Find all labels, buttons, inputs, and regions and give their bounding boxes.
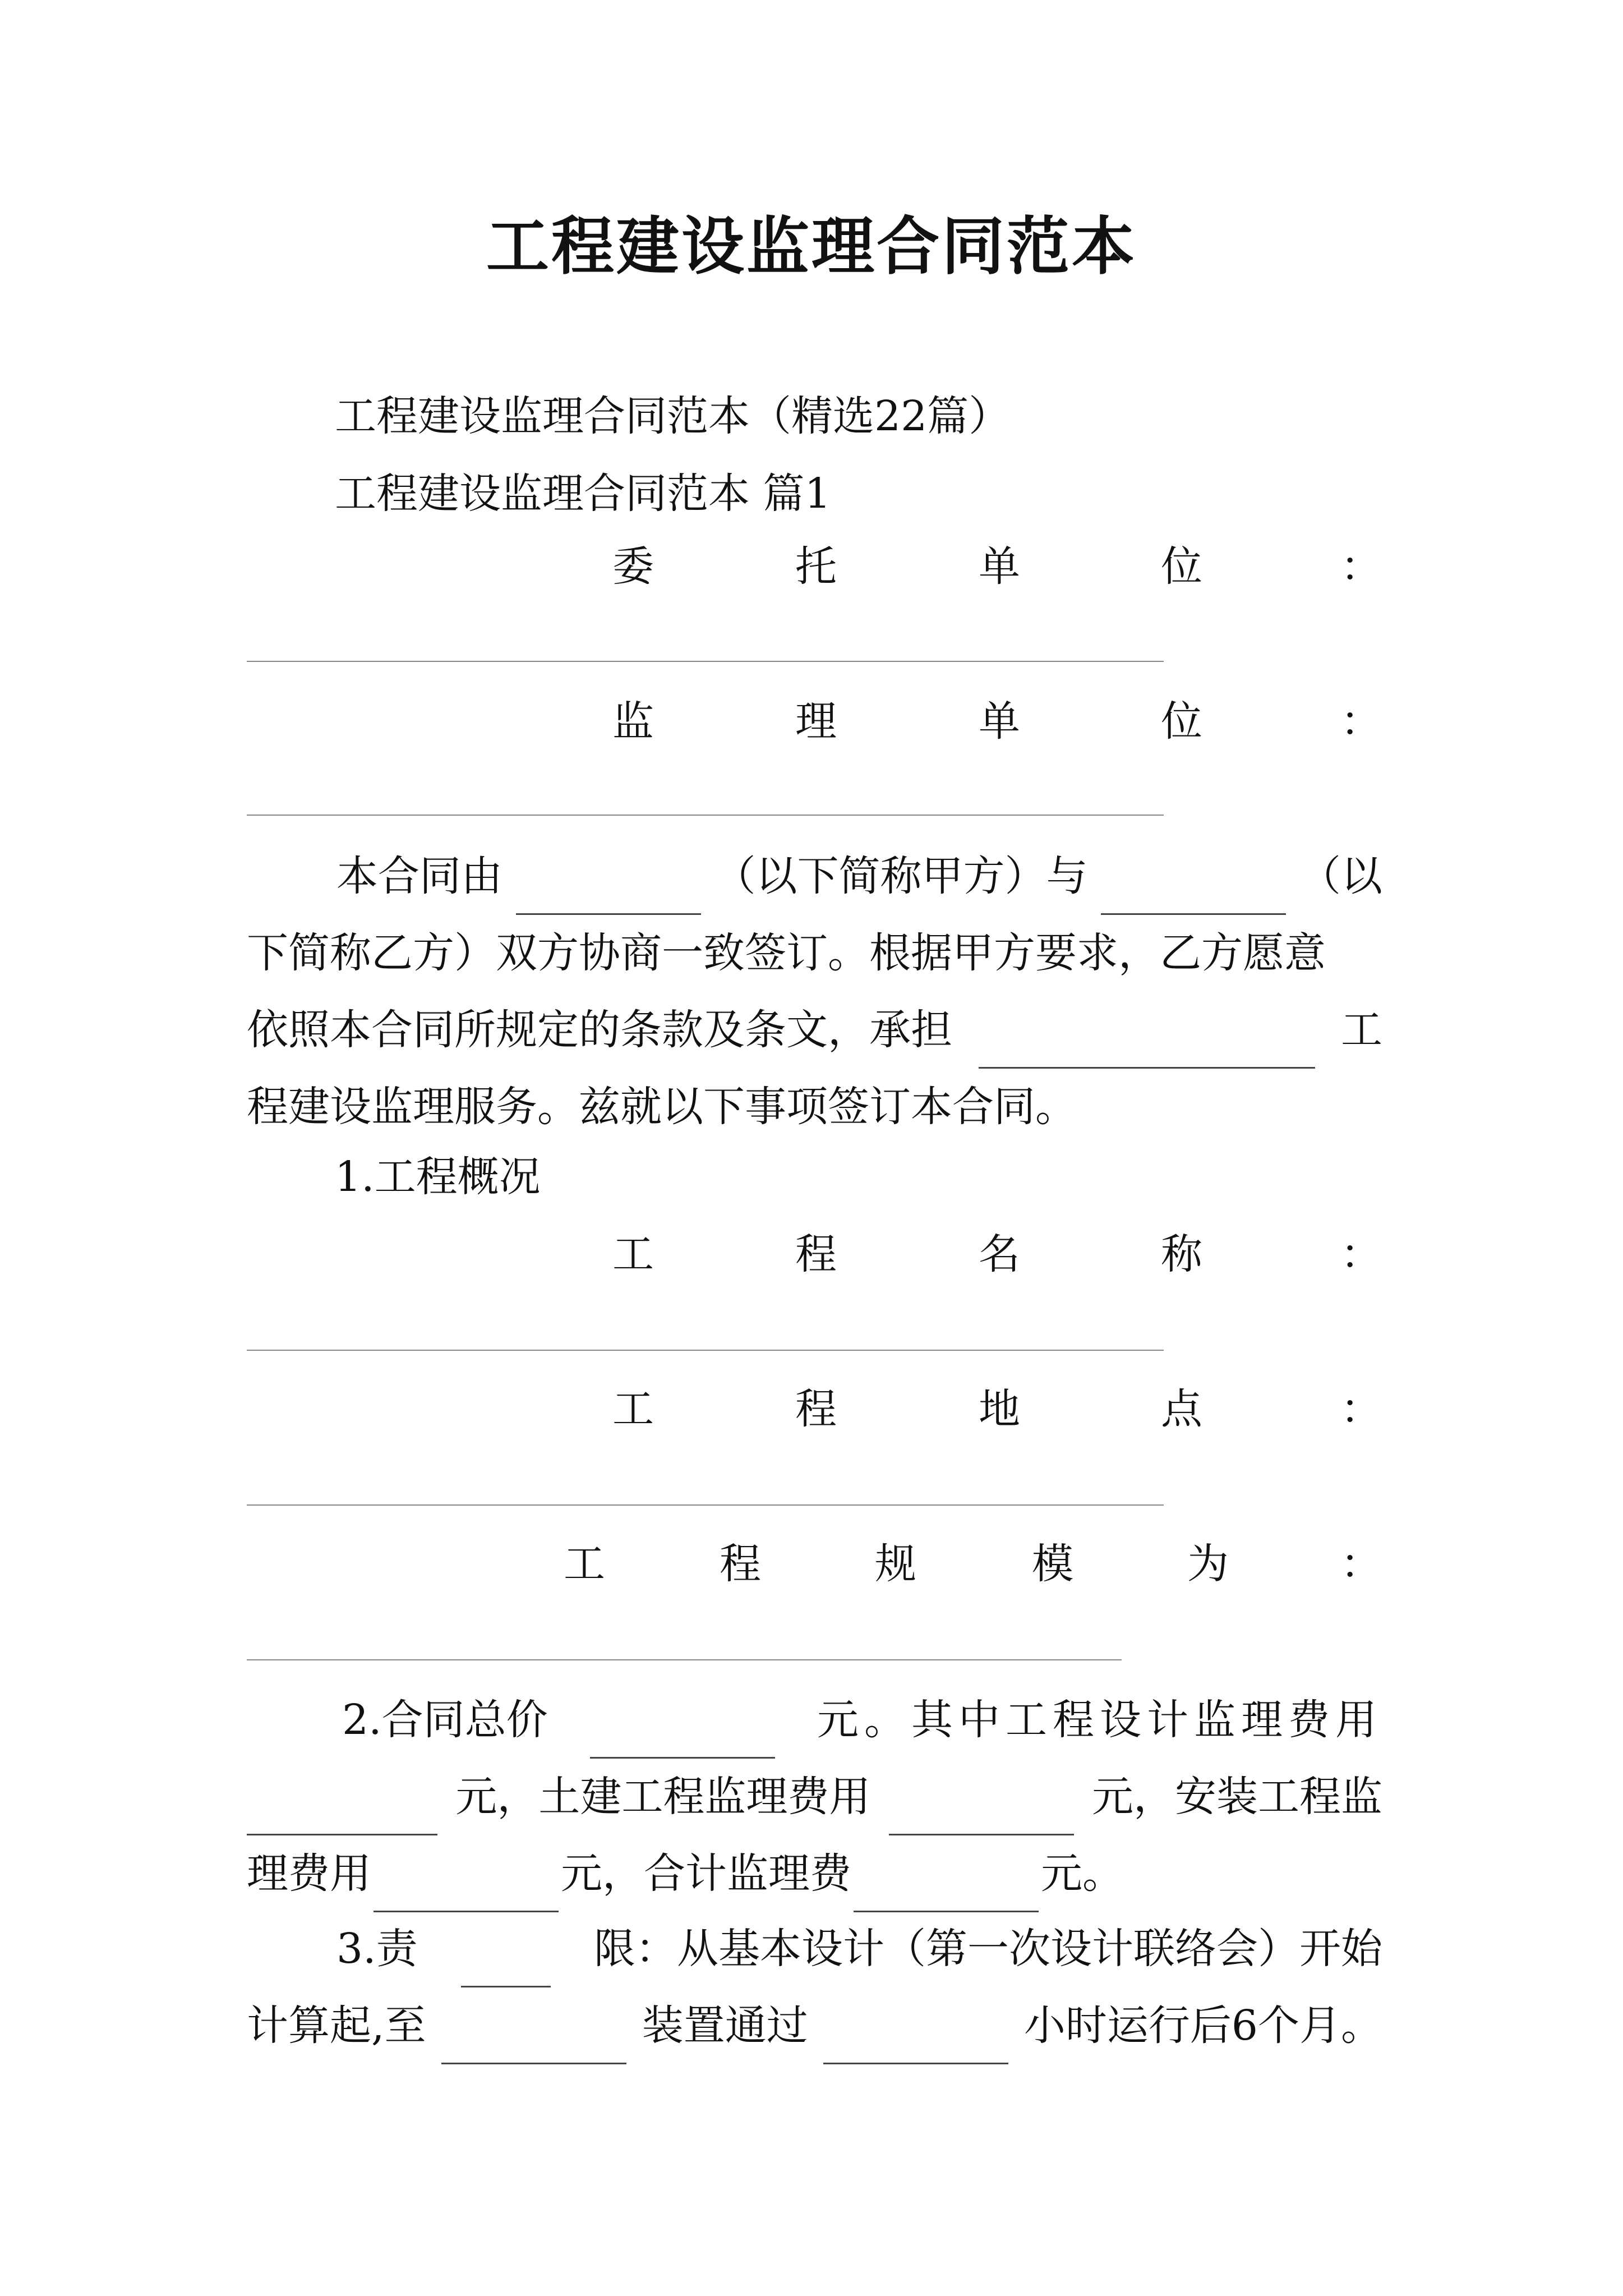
party-b-blank[interactable] [1101, 874, 1286, 915]
paragraph-line: 计算起,至 装置通过 小时运行后6个月。 [247, 1987, 1382, 2064]
field-client-blank[interactable] [247, 661, 1164, 662]
field-project-location-label: 工 程 地 点 ： [612, 1385, 1382, 1433]
paragraph-line: 2.合同总价 元。其中工程设计监理费用 [247, 1682, 1382, 1759]
paragraph-line: 依照本合同所规定的条款及条文，承担 工 [247, 992, 1382, 1069]
paragraph-line: 本合同由 （以下简称甲方）与 （以 [247, 838, 1382, 915]
item3-paragraph [247, 1911, 1382, 2064]
party-a-blank[interactable] [516, 874, 701, 915]
total-price-blank[interactable] [590, 1718, 775, 1759]
project-scope-blank[interactable] [979, 1028, 1315, 1069]
field-project-name-label: 工 程 名 称 ： [612, 1230, 1382, 1278]
total-fee-blank[interactable] [854, 1871, 1039, 1912]
field-project-scale-blank[interactable] [247, 1659, 1122, 1660]
item2-paragraph [247, 1682, 1382, 1912]
install-fee-blank[interactable] [374, 1871, 559, 1912]
paragraph-line: 3.责 限：从基本设计（第一次设计联络会）开始 [247, 1911, 1382, 1987]
section-heading: 工程建设监理合同范本 篇1 [335, 470, 831, 518]
subtitle: 工程建设监理合同范本（精选22篇） [335, 392, 1011, 440]
hours-blank[interactable] [823, 2023, 1008, 2064]
document-title: 工程建设监理合同范本 [486, 210, 1137, 283]
field-client-label: 委 托 单 位 ： [612, 542, 1382, 591]
civil-fee-blank[interactable] [889, 1795, 1074, 1835]
contract-intro-paragraph [247, 838, 1382, 1145]
paragraph-line: 下简称乙方）双方协商一致签订。根据甲方要求，乙方愿意 [247, 929, 1326, 977]
field-supervisor-blank[interactable] [247, 815, 1164, 816]
device-blank[interactable] [441, 2023, 626, 2064]
design-fee-blank[interactable] [247, 1795, 437, 1835]
field-supervisor-label: 监 理 单 位 ： [612, 697, 1382, 746]
paragraph-line: 元，土建工程监理费用 元，安装工程监 [247, 1759, 1382, 1835]
liability-period-blank[interactable] [461, 1947, 551, 1987]
item1-heading: 1.工程概况 [335, 1153, 541, 1201]
paragraph-line: 程建设监理服务。兹就以下事项签订本合同。 [247, 1083, 1077, 1131]
field-project-scale-label: 工 程 规 模 为 ： [564, 1540, 1382, 1588]
field-project-location-blank[interactable] [247, 1504, 1164, 1506]
paragraph-line: 理费用 元，合计监理费 元。 [247, 1835, 1382, 1912]
field-project-name-blank[interactable] [247, 1350, 1164, 1351]
